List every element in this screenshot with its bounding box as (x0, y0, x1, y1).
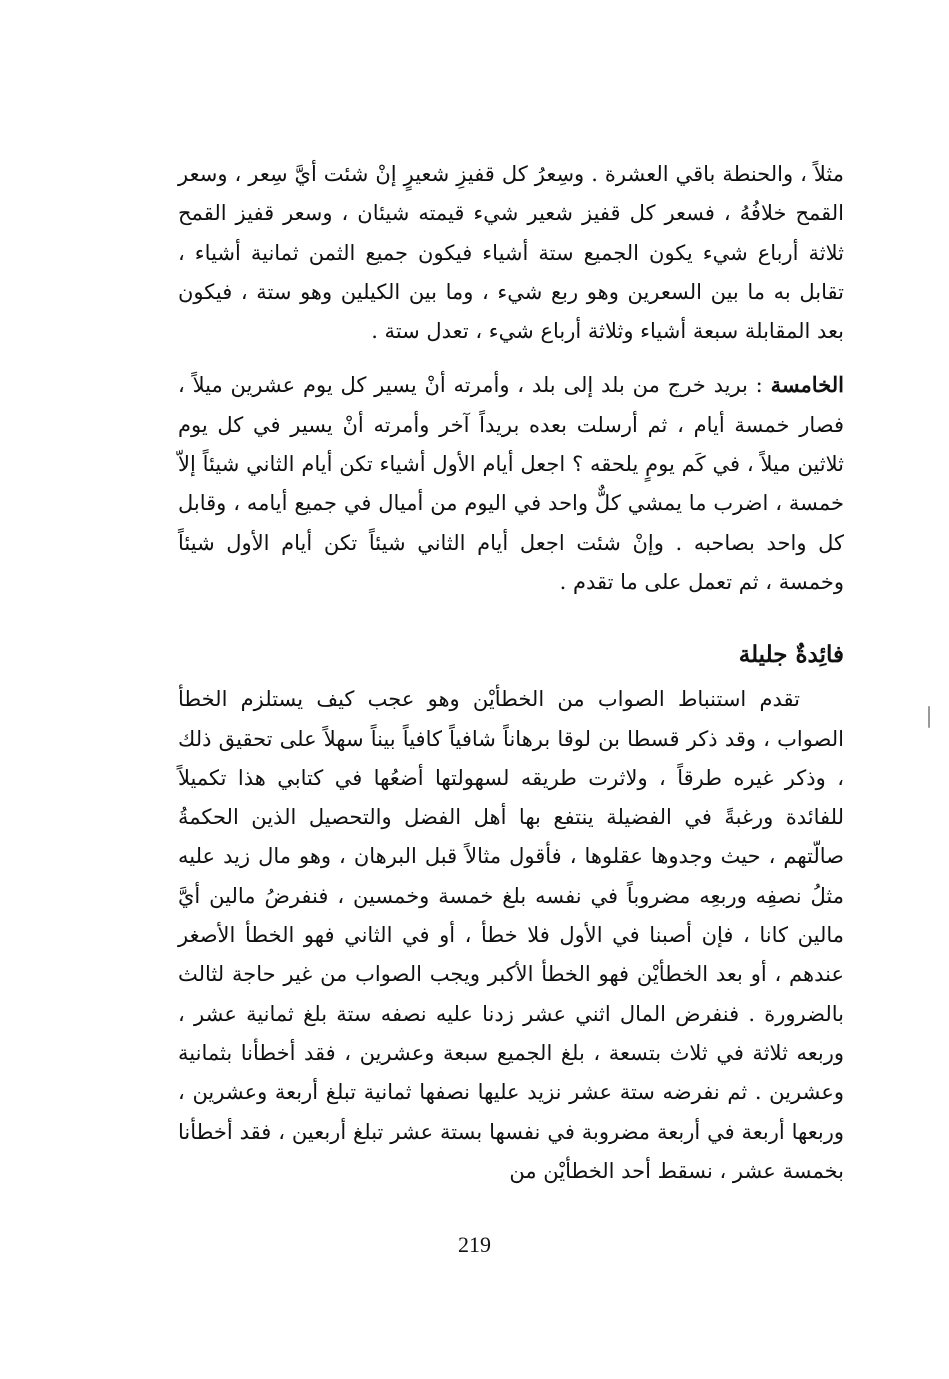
paragraph-1: مثلاً ، والحنطة باقي العشرة . وسِعرُ كل قفيزِ شعيرٍ إنْ شئت أيَّ سِعر ، وسعر القمح خلافُهُ ، فسعر كل قفيز شعير شيء قيمته شيئان ، وسعر قفيز القمح ثلاثة أرباع شيء يكون الجميع ستة أشياء فيكون جميع الثمن ثمانية أشياء ، تقابل به ما بين السعرين وهو ربع شيء ، وما بين الكيلين وهو ستة ، فيكون بعد المقابلة سبعة أشياء وثلاثة أرباع شيء ، تعدل ستة . (178, 162, 844, 344)
page-number: 219 (458, 1232, 491, 1257)
section-heading: فائِدةٌ جليلة (738, 641, 844, 669)
paragraph-3: تقدم استنباط الصواب من الخطأيْن وهو عجب كيف يستلزم الخطأ الصواب ، وقد ذكر قسطا بن لوقا برهاناً شافياً كافياً بيناً سهلاً على تحقيق ذلك ، وذكر غيره طرقاً ، ولاثرت طريقه لسهولتها أضعُها في كتابي هذا تكميلاً للفائدة ورغبةً في الفضيلة ينتفع بها أهل الفضل والتحصيل الذين الحكمةُ صالّتهم ، حيث وجدوها عقلوها ، فأقول مثالاً قبل البرهان ، وهو مال زيد عليه مثلُ نصفِه وربعِه مضروباً في نفسه بلغ خمسة وخمسين ، فنفرضُ مالين أيَّ مالين كانا ، فإن أصبنا في الأول فلا خطأ ، أو في الثاني فهو الخطأ الأصغر عندهم ، أو بعد الخطأيْن فهو الخطأ الأكبر ويجب الصواب من غير حاجة لثالث بالضرورة . فنفرض المال اثني عشر زدنا عليه نصفه ستة بلغ ثمانية عشر ، وربعه ثلاثة في ثلاث بتسعة ، بلغ الجميع سبعة وعشرين ، فقد أخطأنا بثمانية وعشرين . ثم نفرضه ستة عشر نزيد عليها نصفها ثمانية تبلغ أربعة وعشرين ، وربعها أربعة في أربعة مضروبة في نفسها بستة عشر تبلغ أربعين ، فقد أخطأنا بخمسة عشر ، نسقط أحد الخطأيْن من (178, 687, 844, 1183)
margin-mark (928, 706, 930, 728)
paragraph-2-lead: الخامسة (770, 372, 844, 398)
paragraph-2-text: : بريد خرج من بلد إلى بلد ، وأمرته أنْ يسير كل يوم عشرين ميلاً ، فصار خمسة أيام ، ثم أرسلت بعده بريداً آخر وأمرته أنْ يسير في كل يوم ثلاثين ميلاً ، في كَم يومٍ يلحقه ؟ اجعل أيام الأول أشياء تكن أيام الثاني شيئاً إلاّ خمسة ، اضرب ما يمشي كلٌّ واحد في اليوم من أميال في جميع أيامه ، وقابل كل واحد بصاحبه . وإنْ شئت اجعل أيام الثاني شيئاً تكن أيام الأول شيئاً وخمسة ، ثم تعمل على ما تقدم . (178, 373, 844, 594)
page-body (178, 155, 844, 1191)
paragraph-2 (178, 365, 844, 602)
